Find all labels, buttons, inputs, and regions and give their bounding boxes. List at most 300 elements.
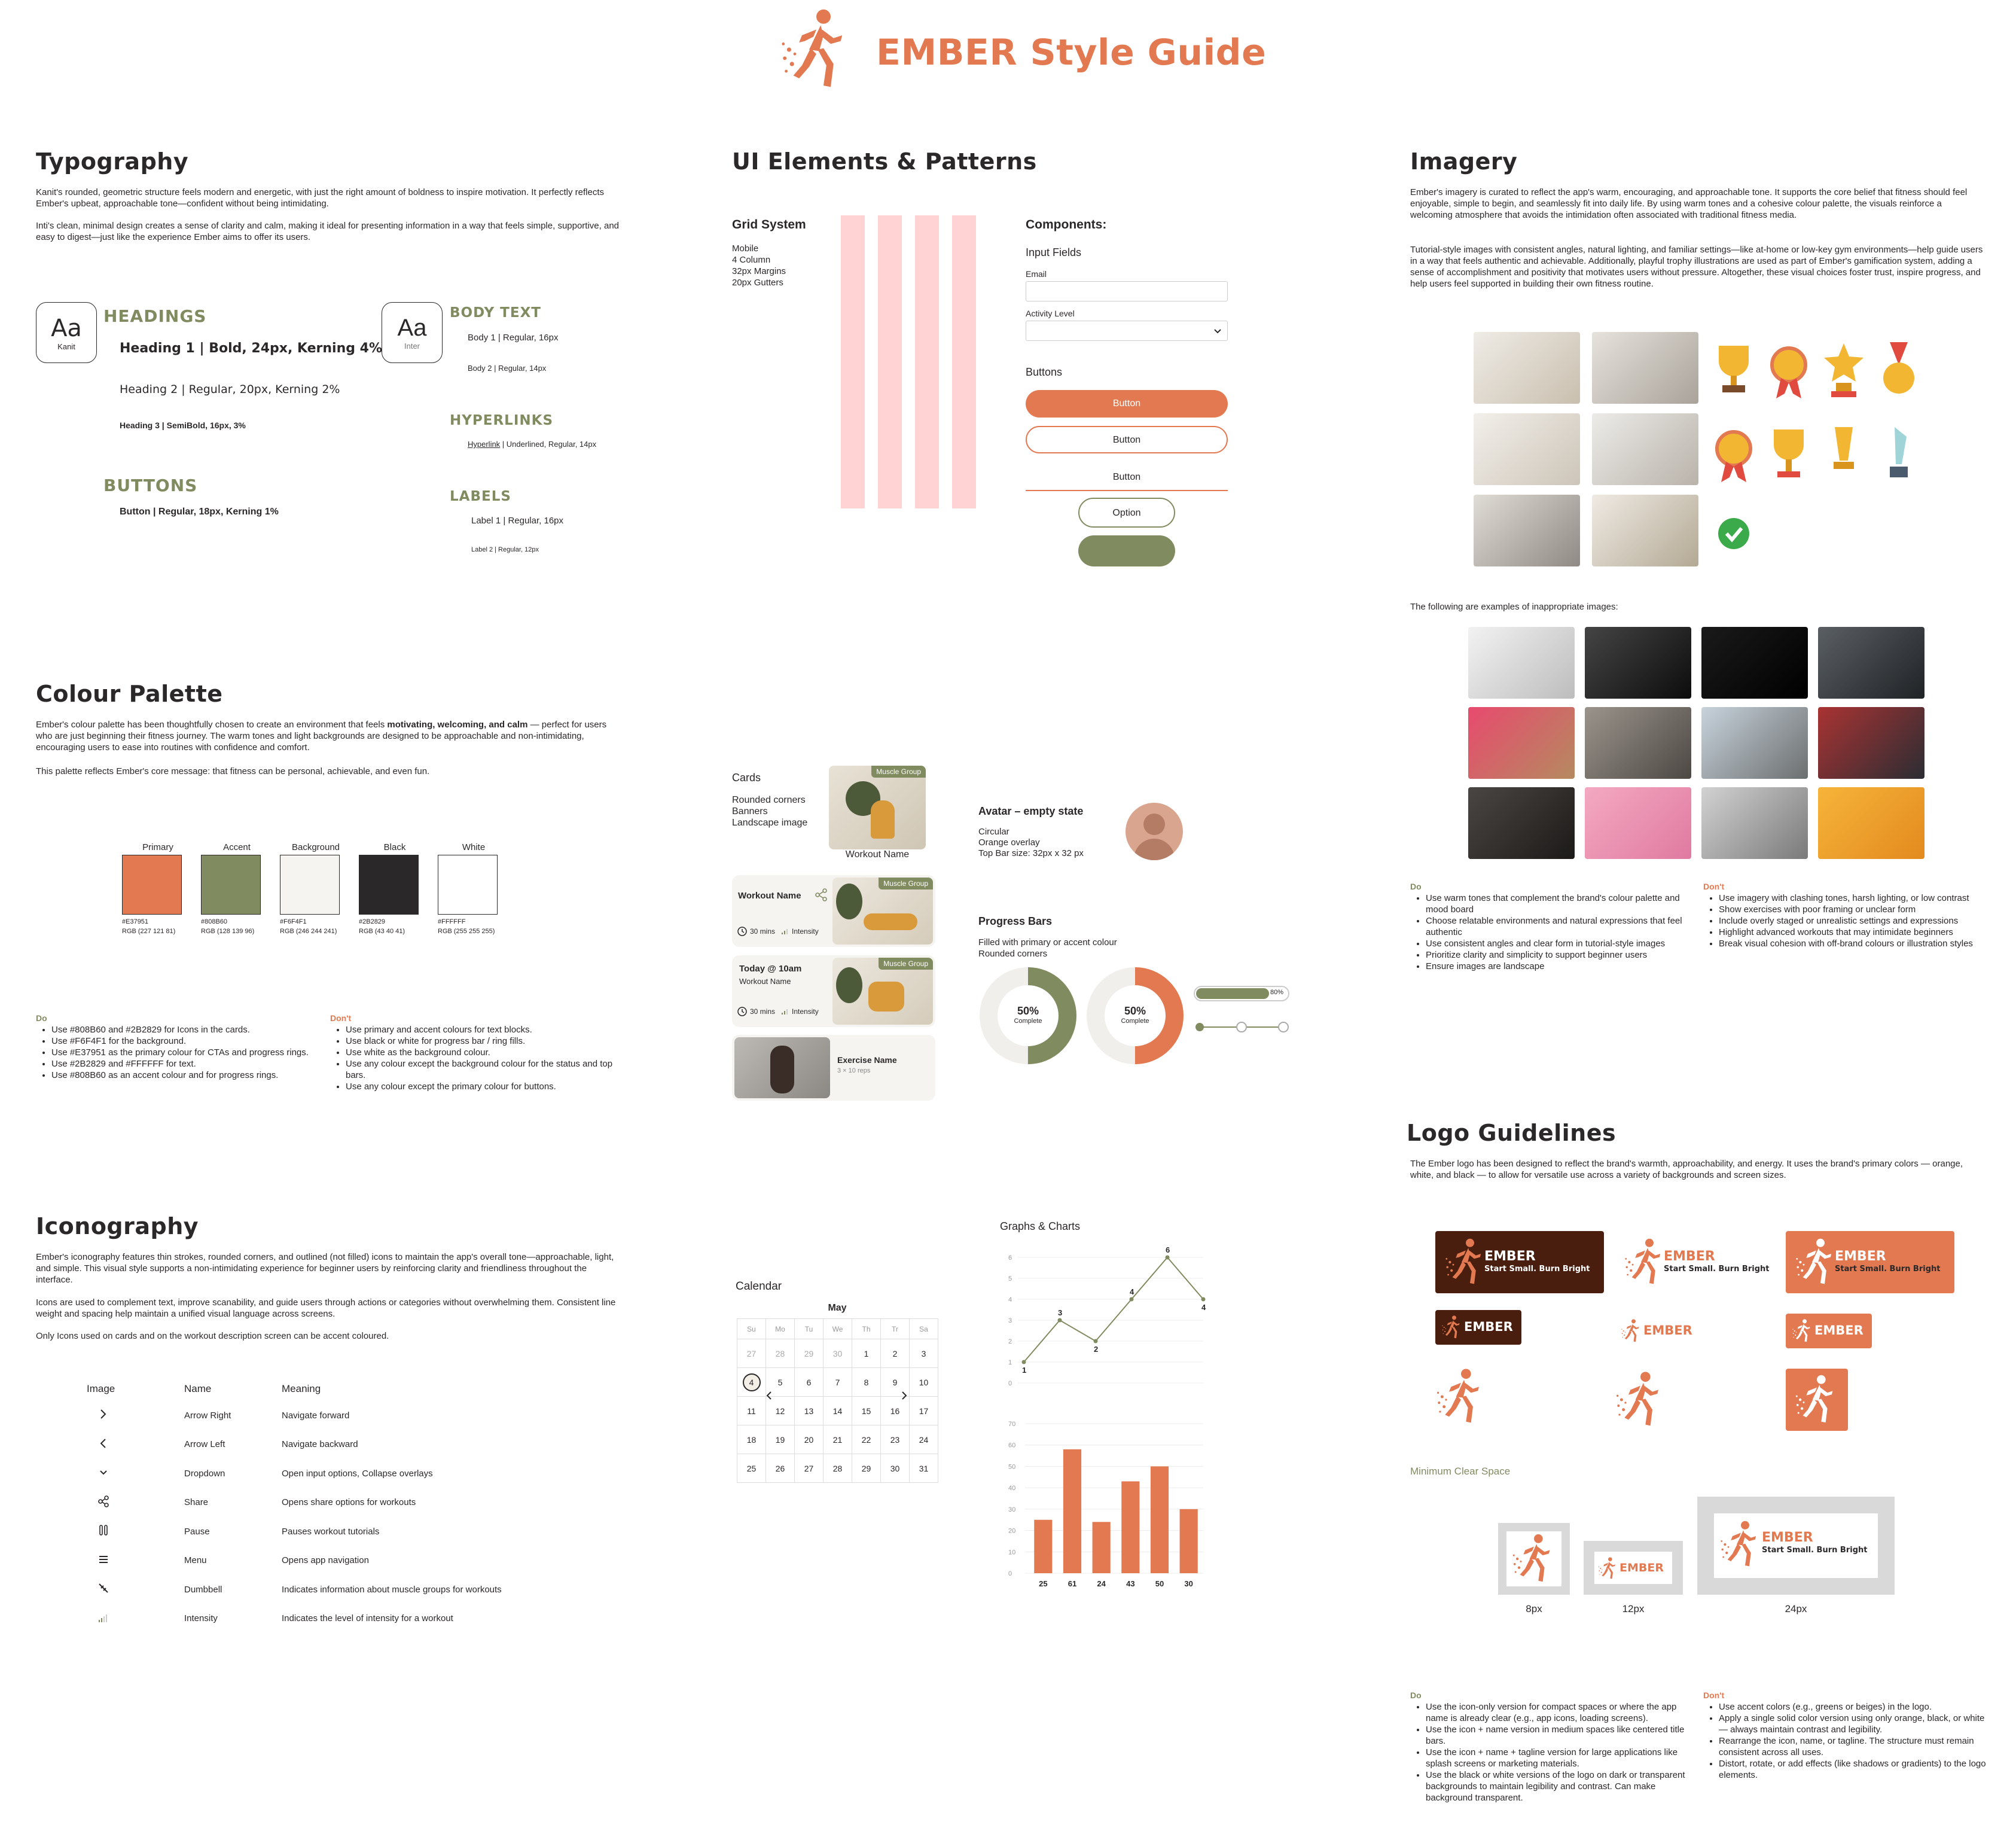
star-trophy-icon <box>1818 341 1869 401</box>
bad-photo <box>1468 707 1575 779</box>
weekday-label: We <box>824 1319 852 1339</box>
secondary-button[interactable]: Button <box>1026 426 1228 453</box>
ember-logo-icon <box>1441 1315 1463 1340</box>
person-shape <box>871 800 895 839</box>
calendar-day[interactable] <box>852 1454 881 1483</box>
workout-photo <box>1474 332 1580 404</box>
calendar-day[interactable] <box>795 1397 824 1425</box>
icon-table-row <box>87 1517 637 1546</box>
icon-cell <box>87 1611 184 1626</box>
icon-meaning: Indicates the level of intensity for a workout <box>282 1613 453 1624</box>
grid-line: 4 Column <box>732 255 771 265</box>
calendar-day-number: 14 <box>832 1406 843 1416</box>
labels-title: LABELS <box>450 489 511 504</box>
do-item: • Prioritize clarity and simplicity to support beginner users <box>1426 949 1694 961</box>
bad-photo <box>1585 627 1691 699</box>
bad-photo <box>1818 787 1924 859</box>
check-icon <box>1708 508 1759 568</box>
do-item: • Use #808B60 as an accent colour and for progress rings. <box>51 1070 319 1081</box>
graphs-title: Graphs & Charts <box>1000 1220 1081 1232</box>
calendar-day-number: 7 <box>835 1377 840 1387</box>
intensity-text: Intensity <box>792 927 819 936</box>
bar <box>1093 1522 1111 1573</box>
progress-line: Filled with primary or accent colour <box>978 937 1117 948</box>
calendar-day-number: 8 <box>864 1377 869 1387</box>
logo-name-light <box>1615 1314 1701 1348</box>
option-button[interactable]: Option <box>1078 498 1175 528</box>
ember-logo-icon <box>1794 1373 1840 1426</box>
trophy-icon <box>1708 341 1759 401</box>
clear-space-24px <box>1697 1497 1895 1595</box>
card-title: Today @ 10am <box>739 964 802 974</box>
calendar-day[interactable] <box>824 1368 852 1397</box>
label2-sample: Label 2 | Regular, 12px <box>471 546 539 553</box>
icon-table-row <box>87 1546 637 1576</box>
heading3-sample: Heading 3 | SemiBold, 16px, 3% <box>120 421 246 430</box>
calendar-week <box>737 1425 938 1454</box>
pause-icon <box>97 1524 109 1536</box>
y-tick-label: 5 <box>1008 1275 1012 1282</box>
grid-title: Grid System <box>732 218 806 231</box>
swatch-color <box>201 855 261 915</box>
icon-cell <box>87 1495 184 1510</box>
point-label: 1 <box>1022 1366 1027 1375</box>
avatar-line: Circular <box>978 827 1009 837</box>
swatch-name: Background <box>291 842 340 852</box>
calendar-day-number: 3 <box>921 1348 926 1358</box>
calendar-day-number: 30 <box>832 1348 843 1358</box>
colour-dont-title: Don't <box>330 1013 352 1023</box>
grid-column <box>841 215 865 508</box>
logo-wordmark: EMBER <box>1619 1561 1664 1574</box>
x-tick-label: 24 <box>1097 1579 1106 1588</box>
imagery-dont-list <box>1706 892 1987 949</box>
body2-sample: Body 2 | Regular, 14px <box>468 364 547 373</box>
calendar-week <box>737 1397 938 1425</box>
ring1-value: 50% <box>1017 1005 1039 1017</box>
menu-icon <box>97 1553 109 1565</box>
calendar-day-number: 29 <box>804 1348 814 1358</box>
headings-title: HEADINGS <box>103 306 207 326</box>
y-tick-label: 1 <box>1008 1359 1012 1366</box>
dont-item: • Use imagery with clashing tones, harsh lighting, or low contrast <box>1719 892 1987 904</box>
dont-item: • Rearrange the icon, name, or tagline. The structure must remain consistent across all uses. <box>1719 1735 1987 1758</box>
swatch-rgb: RGB (128 139 96) <box>201 928 255 935</box>
dont-item: • Apply a single solid color version using only orange, black, or white — always maintain contrast and legibility. <box>1719 1713 1987 1735</box>
ember-logo-icon <box>1510 1533 1558 1585</box>
button-spec: Button | Regular, 18px, Kerning 1% <box>120 507 279 517</box>
icon-table-col-image: Image <box>87 1383 115 1394</box>
imagery-dont-title: Don't <box>1703 882 1725 891</box>
y-tick-label: 6 <box>1008 1254 1012 1262</box>
line-chart <box>1000 1239 1209 1401</box>
heading2-sample: Heading 2 | Regular, 20px, Kerning 2% <box>120 383 340 396</box>
ember-logo-icon <box>1795 1237 1837 1287</box>
clear-space-8px <box>1498 1523 1570 1595</box>
imagery-do-list <box>1413 892 1694 972</box>
page-title: EMBER Style Guide <box>876 32 1267 74</box>
calendar-day[interactable] <box>910 1397 938 1425</box>
calendar-day[interactable] <box>881 1339 910 1368</box>
dont-item: • Use primary and accent colours for text blocks. <box>346 1024 614 1035</box>
weekday-label: Tu <box>795 1319 824 1339</box>
card-workout-name: Workout Name <box>845 849 910 860</box>
icon-table-row <box>87 1604 637 1634</box>
calendar-day[interactable] <box>737 1368 766 1397</box>
step-dot[interactable] <box>1237 1022 1246 1032</box>
colour-p1b: motivating, welcoming, and calm <box>387 720 528 730</box>
do-item: • Use #808B60 and #2B2829 for Icons in the cards. <box>51 1024 319 1035</box>
icon-table-row <box>87 1488 637 1518</box>
calendar-day[interactable] <box>824 1397 852 1425</box>
avatar-body-icon <box>1134 839 1175 860</box>
x-tick-label: 61 <box>1068 1579 1077 1588</box>
data-point <box>1022 1360 1026 1364</box>
icon-cell <box>87 1466 184 1480</box>
calendar-day[interactable] <box>737 1397 766 1425</box>
cards-title: Cards <box>732 772 761 784</box>
calendar-day[interactable] <box>766 1425 795 1454</box>
calendar-day-number: 12 <box>775 1406 785 1416</box>
calendar-day[interactable] <box>737 1454 766 1483</box>
avatar-description <box>978 827 1084 859</box>
cards-description <box>732 794 807 828</box>
logo-p1: The Ember logo has been designed to reflect the brand's warmth, approachability, and energy. It uses the brand's primary colors — orange, white, and black — to allow for versatile use across a variety of backgrounds and screen sizes. <box>1410 1159 1963 1180</box>
icon-name: Pause <box>184 1526 210 1537</box>
inappropriate-images <box>1468 627 1924 859</box>
bad-photo <box>1585 707 1691 779</box>
icon-name: Intensity <box>184 1613 218 1624</box>
y-tick-label: 0 <box>1008 1380 1012 1387</box>
hyperlink-link[interactable]: Hyperlink <box>468 440 501 449</box>
calendar-grid <box>737 1318 938 1483</box>
y-tick-label: 0 <box>1008 1570 1012 1577</box>
step-dot[interactable] <box>1279 1022 1288 1032</box>
medal-icon <box>1708 425 1759 485</box>
imagery-title: Imagery <box>1410 148 1518 175</box>
swatch-rgb: RGB (255 255 255) <box>438 928 495 935</box>
kanit-name: Kanit <box>57 342 75 351</box>
calendar-day[interactable] <box>766 1397 795 1425</box>
card-image <box>734 1037 830 1098</box>
typography-p2: Inti's clean, minimal design creates a sense of clarity and calm, making it ideal for presenting information in a way that feels simple, supportive, and easy to digest—just like the experience Ember aims to offer its users. <box>36 221 620 242</box>
logo-wordmark: EMBER <box>1762 1530 1813 1545</box>
logo-wordmark: EMBER <box>1664 1249 1715 1264</box>
swatch-hex: #E37951 <box>122 918 149 925</box>
iconography-title: Iconography <box>36 1213 199 1239</box>
calendar-day[interactable] <box>852 1368 881 1397</box>
bad-photo <box>1468 787 1575 859</box>
avatar[interactable] <box>1126 803 1183 860</box>
icon-table-row <box>87 1430 637 1460</box>
icon-name: Dumbbell <box>184 1584 222 1595</box>
icon-table-col-meaning: Meaning <box>282 1383 321 1394</box>
swatch-name: Primary <box>142 842 173 852</box>
do-item: • Use the icon-only version for compact spaces or where the app name is already clear (e.g., app icons, loading screens). <box>1426 1701 1694 1724</box>
dont-item: • Break visual cohesion with off-brand colours or illustration styles <box>1719 938 1987 949</box>
calendar-day-number: 5 <box>777 1377 783 1387</box>
calendar-day[interactable] <box>852 1425 881 1454</box>
icon-cell <box>87 1582 184 1597</box>
y-tick-label: 40 <box>1008 1485 1016 1492</box>
swatch-accent <box>201 842 273 935</box>
bad-photo <box>1701 627 1808 699</box>
clear-space-inner <box>1506 1531 1561 1586</box>
calendar-day-number: 10 <box>919 1377 929 1387</box>
calendar-day[interactable] <box>824 1339 852 1368</box>
good-images <box>1474 332 1698 566</box>
icon-name: Share <box>184 1497 209 1508</box>
card-title: Workout Name <box>738 891 801 901</box>
y-tick-label: 50 <box>1008 1463 1016 1471</box>
icon-meaning: Opens share options for workouts <box>282 1497 416 1508</box>
calendar-day[interactable] <box>910 1368 938 1397</box>
icon-name: Arrow Left <box>184 1439 225 1450</box>
clock-icon <box>737 926 748 937</box>
calendar-day-number: 2 <box>892 1348 898 1358</box>
ui-title: UI Elements & Patterns <box>732 148 1037 175</box>
grid-line: 32px Margins <box>732 266 786 276</box>
calendar-day[interactable] <box>824 1454 852 1483</box>
swatch-color <box>280 855 340 915</box>
intensity-icon <box>781 927 789 935</box>
calendar-day[interactable] <box>795 1454 824 1483</box>
input-fields-title: Input Fields <box>1026 246 1082 258</box>
calendar-day[interactable] <box>881 1425 910 1454</box>
dont-item: • Use black or white for progress bar / ring fills. <box>346 1035 614 1047</box>
card-portrait[interactable] <box>829 766 926 866</box>
logo-name-dark <box>1435 1310 1521 1345</box>
data-point <box>1166 1256 1170 1260</box>
calendar-day-number: 6 <box>806 1377 812 1387</box>
swatch-color <box>438 855 498 915</box>
person-shape <box>864 913 917 930</box>
arrow-left-icon[interactable] <box>765 1391 773 1400</box>
y-tick-label: 2 <box>1008 1338 1012 1345</box>
inappropriate-caption: The following are examples of inappropriate images: <box>1410 602 1618 612</box>
intensity-text: Intensity <box>792 1007 819 1016</box>
bar <box>1121 1481 1139 1573</box>
calendar-day[interactable] <box>795 1425 824 1454</box>
text-button[interactable]: Button <box>1026 464 1228 491</box>
email-input[interactable] <box>1026 281 1228 301</box>
calendar-day-number: 28 <box>832 1463 843 1473</box>
calendar-day-number: 22 <box>861 1434 871 1445</box>
person-shape <box>868 982 904 1012</box>
calendar-day[interactable] <box>910 1339 938 1368</box>
colour-p1 <box>36 719 622 753</box>
bar <box>1034 1520 1052 1573</box>
calendar-day[interactable] <box>881 1454 910 1483</box>
clock-icon <box>737 1006 748 1017</box>
step-dot[interactable] <box>1195 1023 1204 1031</box>
swatch-hex: #FFFFFF <box>438 918 466 925</box>
calendar-day[interactable] <box>910 1454 938 1483</box>
calendar-day-selected: 4 <box>743 1373 761 1391</box>
x-tick-label: 30 <box>1184 1579 1193 1588</box>
dont-item: • Use white as the background colour. <box>346 1047 614 1058</box>
clear-space-label-12: 12px <box>1622 1603 1645 1614</box>
card-scheduled[interactable] <box>732 955 935 1027</box>
swatch-background <box>280 842 352 935</box>
calendar-day-number: 25 <box>746 1463 757 1473</box>
logo-dont-title: Don't <box>1703 1690 1725 1700</box>
grid-line: 20px Gutters <box>732 278 783 288</box>
logo-wordmark: EMBER <box>1835 1249 1886 1264</box>
calendar-day[interactable] <box>910 1425 938 1454</box>
primary-button[interactable]: Button <box>1026 390 1228 418</box>
bad-photo <box>1818 627 1924 699</box>
logo-full-light <box>1615 1231 1783 1293</box>
y-tick-label: 60 <box>1008 1442 1016 1449</box>
colour-p1c: — perfect for users who are just beginning their fitness journey. The warm tones and light backgrounds are designed to be approachable and non-intimidating, encouraging users to ease into routines with confidence and comfort. <box>36 720 607 753</box>
swatch-rgb: RGB (246 244 241) <box>280 928 337 935</box>
calendar-day[interactable] <box>881 1397 910 1425</box>
page-header <box>780 5 1319 100</box>
iconography-p1: Ember's iconography features thin strokes, rounded corners, and outlined (not filled) icons to maintain the app's overall tone—approachable, light, and simple. This visual style supports a non-intimidating experience for beginner users by reinforcing clarity and friendliness throughout the interface. <box>36 1252 614 1285</box>
do-item: • Use the icon + name + tagline version for large applications like splash screens or marketing materials. <box>1426 1747 1694 1769</box>
calendar-day[interactable] <box>795 1368 824 1397</box>
calendar-day-number: 28 <box>775 1348 785 1358</box>
ring2-caption: Complete <box>1121 1018 1149 1025</box>
calendar-day-number: 19 <box>775 1434 785 1445</box>
share-icon[interactable] <box>815 888 828 901</box>
icon-meaning: Open input options, Collapse overlays <box>282 1468 433 1479</box>
swatch-color <box>359 855 419 915</box>
clear-space-title: Minimum Clear Space <box>1410 1466 1511 1477</box>
do-item: • Use consistent angles and clear form in tutorial-style images <box>1426 938 1694 949</box>
calendar-day-number: 18 <box>746 1434 757 1445</box>
trophy-icon <box>1763 425 1814 485</box>
calendar-day[interactable] <box>852 1339 881 1368</box>
swatch-white <box>438 842 510 935</box>
calendar-day[interactable] <box>737 1339 766 1368</box>
card-workout[interactable] <box>732 875 935 947</box>
y-tick-label: 10 <box>1008 1549 1016 1556</box>
colour-do-title: Do <box>36 1013 47 1023</box>
swatch-hex: #F6F4F1 <box>280 918 307 925</box>
progress-fill <box>1196 988 1269 999</box>
ember-logo-icon <box>1624 1237 1666 1287</box>
grid-description <box>732 243 786 288</box>
logo-tagline: Start Small. Burn Bright <box>1762 1546 1868 1555</box>
point-label: 4 <box>1201 1303 1206 1312</box>
logo-do-list <box>1413 1701 1694 1804</box>
buttons-section-title: Buttons <box>1026 366 1063 378</box>
calendar-day-number: 20 <box>804 1434 814 1445</box>
calendar-day[interactable] <box>766 1339 795 1368</box>
icon-cell <box>87 1437 184 1452</box>
icon-table-col-name: Name <box>184 1383 212 1394</box>
calendar-day-number: 26 <box>775 1463 785 1473</box>
progress-title: Progress Bars <box>978 915 1053 927</box>
colour-p1a: Ember's colour palette has been thoughtfully chosen to create an environment that feels <box>36 720 388 730</box>
weekday-label: Su <box>737 1319 766 1339</box>
logo-title: Logo Guidelines <box>1407 1120 1617 1146</box>
imagery-p2: Tutorial-style images with consistent angles, natural lighting, and familiar settings—like at-home or low-key gym environments—help guide users in a way that feels authentic and achievable. Additionally, playful trophy illustrations are used as part of Ember's gamification system, adding a sense of accomplishment and positivity that motivates users without pressure. Altogether, these visual choices foster trust, inspire progress, and help users feel supported in building their own fitness routine. <box>1410 245 1983 289</box>
bad-photo <box>1585 787 1691 859</box>
grid-column <box>878 215 902 508</box>
logo-wordmark: EMBER <box>1464 1320 1513 1334</box>
ring1-label <box>978 1005 1078 1025</box>
calendar-day[interactable] <box>824 1425 852 1454</box>
dont-item: • Use any colour except the primary colour for buttons. <box>346 1081 614 1092</box>
grid-column <box>915 215 939 508</box>
logo-icon-only-orange <box>1786 1369 1848 1431</box>
typography-title: Typography <box>36 148 189 175</box>
calendar-day-number: 15 <box>861 1406 871 1416</box>
ember-logo-icon <box>1720 1519 1762 1570</box>
iconography-p3: Only Icons used on cards and on the workout description screen can be accent coloured. <box>36 1331 389 1341</box>
calendar-day-number: 21 <box>832 1434 843 1445</box>
hyperlink-spec: | Underlined, Regular, 14px <box>500 440 597 449</box>
logo-tagline: Start Small. Burn Bright <box>1664 1265 1770 1274</box>
colour-do-list <box>38 1024 319 1081</box>
avatar-line: Orange overlay <box>978 837 1040 848</box>
activity-level-label: Activity Level <box>1026 309 1075 318</box>
icon-name: Dropdown <box>184 1468 225 1479</box>
typography-p1: Kanit's rounded, geometric structure feels modern and energetic, with just the right amount of boldness to inspire motivation. It perfectly reflects Ember's upbeat, approachable tone—confident without being intimidating. <box>36 187 605 209</box>
body1-sample: Body 1 | Regular, 16px <box>468 333 559 343</box>
calendar-day-number: 24 <box>919 1434 929 1445</box>
calendar-month: May <box>828 1303 847 1313</box>
icon-table-row <box>87 1401 637 1430</box>
calendar-day[interactable] <box>795 1339 824 1368</box>
email-label: Email <box>1026 269 1047 279</box>
components-title: Components: <box>1026 218 1107 231</box>
option-button-selected[interactable] <box>1078 535 1175 566</box>
swatch-black <box>359 842 431 935</box>
workout-photo <box>1592 332 1698 404</box>
dont-item: • Show exercises with poor framing or unclear form <box>1719 904 1987 915</box>
calendar-day-number: 1 <box>864 1348 869 1358</box>
hyperlinks-title: HYPERLINKS <box>450 413 554 428</box>
card-title: Exercise Name <box>837 1055 897 1065</box>
hyperlink-sample <box>468 440 596 449</box>
body-text-title: BODY TEXT <box>450 305 541 321</box>
bad-photo <box>1701 707 1808 779</box>
label1-sample: Label 1 | Regular, 16px <box>471 516 564 526</box>
iconography-p2: Icons are used to complement text, improve scanability, and guide users through actions or categories without overwhelming them. Consistent line weight and spacing help maintain a unified visual language across screens. <box>36 1297 616 1319</box>
y-tick-label: 20 <box>1008 1527 1016 1535</box>
cards-line: Landscape image <box>732 818 808 828</box>
calendar-day[interactable] <box>766 1454 795 1483</box>
do-item: • Use #E37951 as the primary colour for CTAs and progress rings. <box>51 1047 319 1058</box>
y-tick-label: 30 <box>1008 1506 1016 1513</box>
x-tick-label: 50 <box>1155 1579 1164 1588</box>
activity-level-select[interactable] <box>1026 321 1228 341</box>
dont-item: • Use any colour except the background colour for the status and top bars. <box>346 1058 614 1081</box>
medal-icon <box>1873 341 1924 401</box>
weekday-label: Tr <box>881 1319 910 1339</box>
avatar-head-icon <box>1143 814 1165 835</box>
arrow-right-icon[interactable] <box>901 1391 908 1400</box>
heading1-sample: Heading 1 | Bold, 24px, Kerning 4% <box>120 341 383 356</box>
calendar-day[interactable] <box>852 1397 881 1425</box>
clear-space-inner <box>1714 1513 1878 1578</box>
step-slider[interactable] <box>1194 1020 1289 1034</box>
avatar-title: Avatar – empty state <box>978 805 1084 817</box>
colour-swatches <box>122 842 541 950</box>
person-shape <box>770 1046 794 1093</box>
icon-table-row <box>87 1575 637 1604</box>
logo-icon-only <box>1435 1367 1487 1427</box>
card-exercise[interactable] <box>732 1035 935 1101</box>
font-sample-kanit <box>36 302 97 363</box>
ring1-caption: Complete <box>1014 1018 1042 1025</box>
swatch-rgb: RGB (227 121 81) <box>122 928 176 935</box>
calendar-day[interactable] <box>737 1425 766 1454</box>
